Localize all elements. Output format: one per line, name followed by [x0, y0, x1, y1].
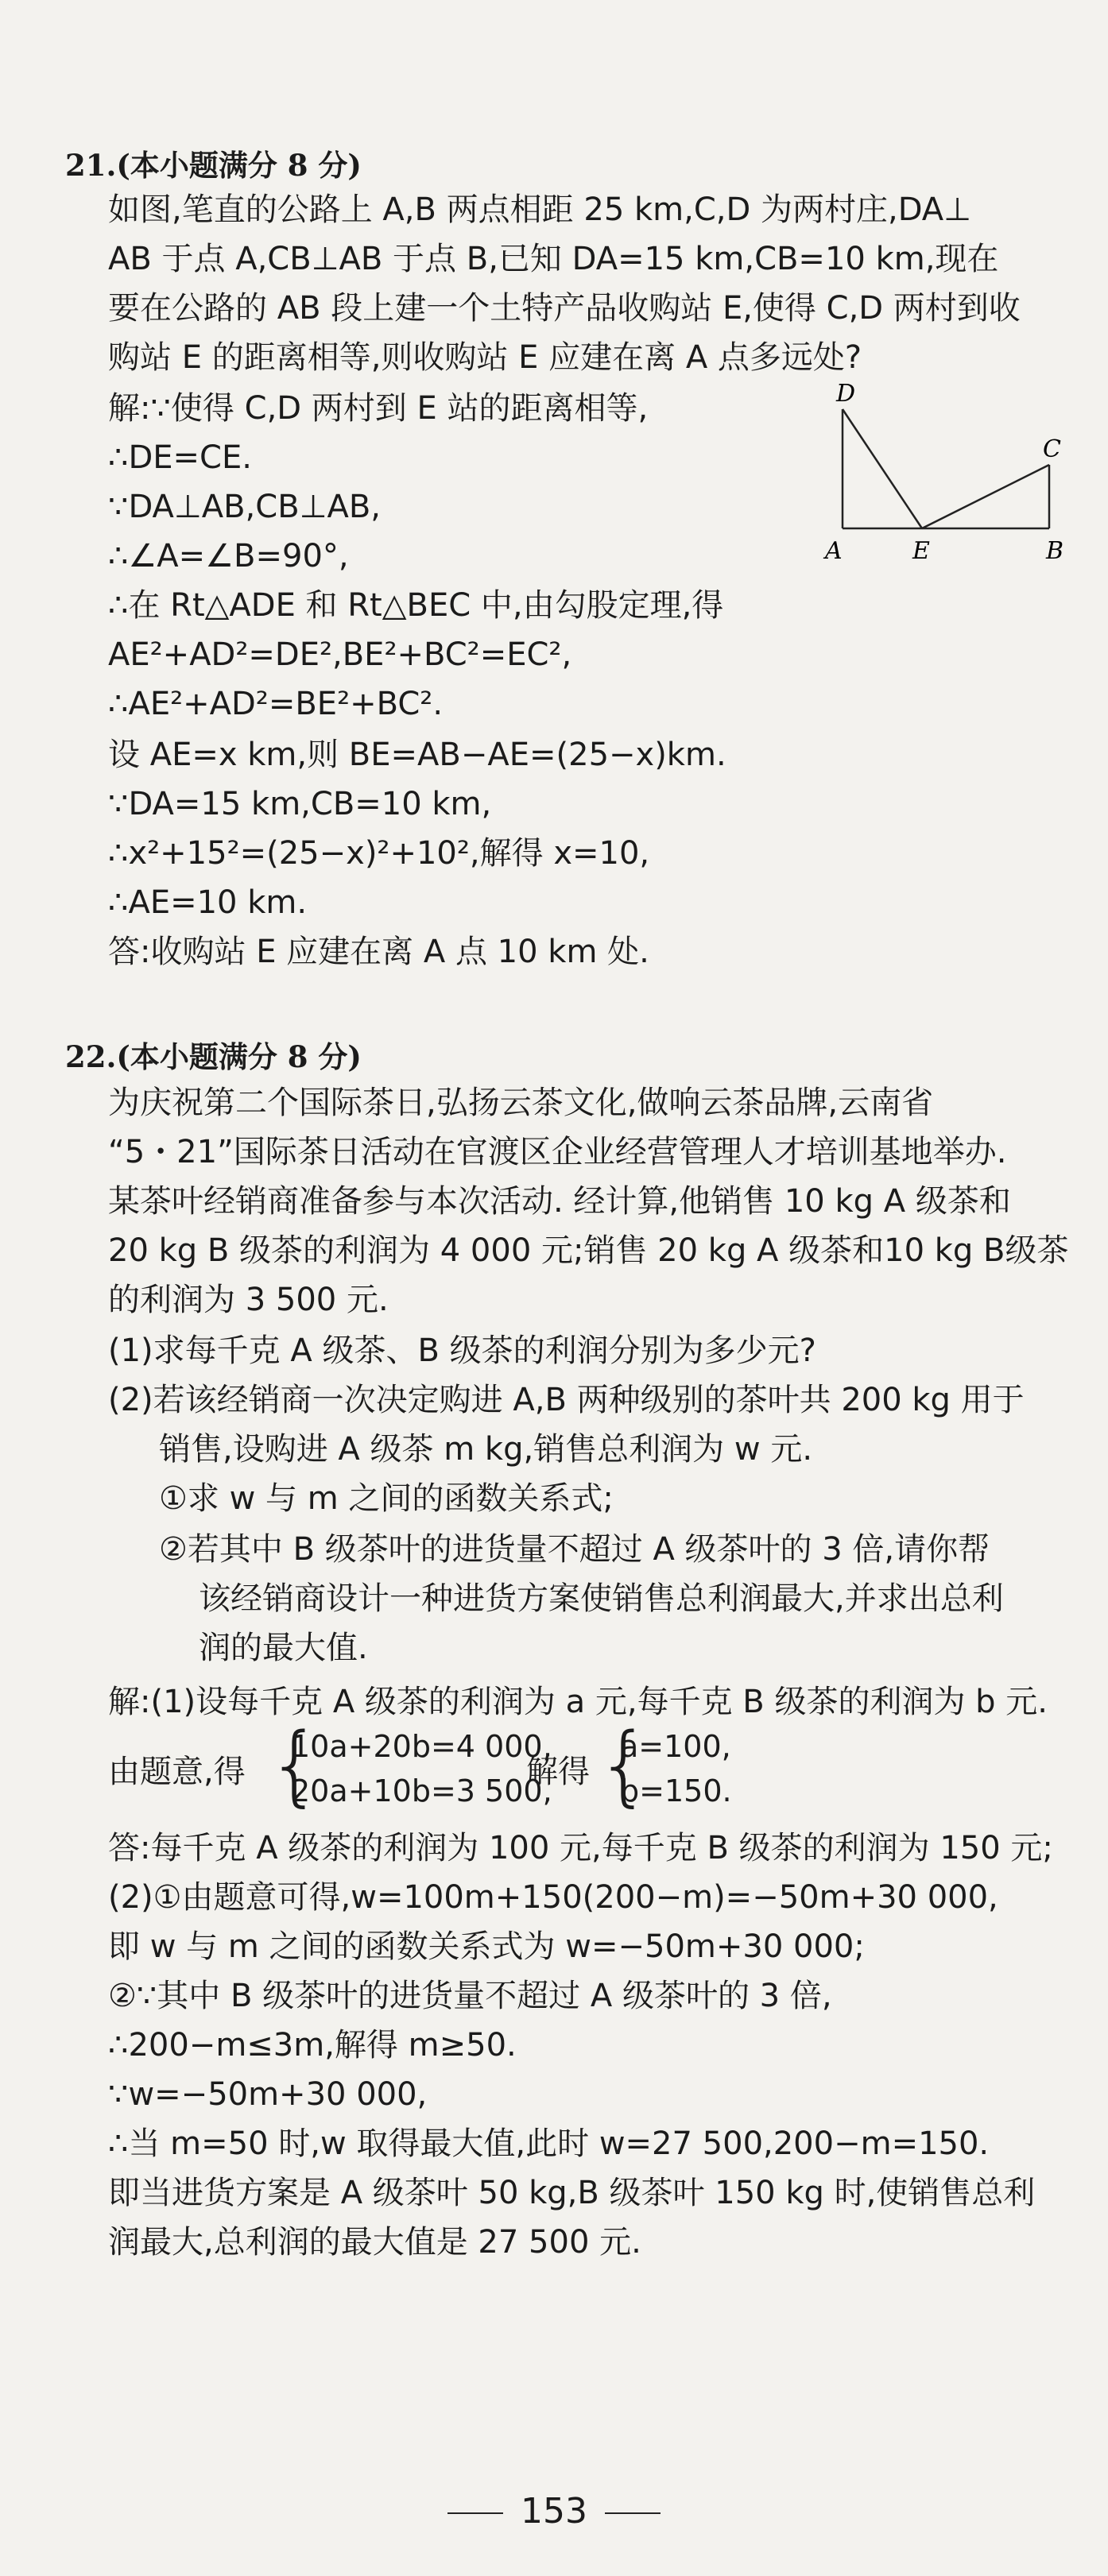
- q21-geometry-figure: [811, 377, 1073, 568]
- q22-part2: (2)若该经销商一次决定购进 A,B 两种级别的茶叶共 200 kg 用于: [108, 1382, 1025, 1418]
- q21-text-line: 要在公路的 AB 段上建一个土特产品收购站 E,使得 C,D 两村到收: [108, 290, 1021, 327]
- q22-solution-line: ②∵其中 B 级茶叶的进货量不超过 A 级茶叶的 3 倍,: [108, 1978, 832, 2014]
- q22-solution-line: 润最大,总利润的最大值是 27 500 元.: [108, 2224, 641, 2261]
- q22-part2-sub2-cont: 该经销商设计一种进货方案使销售总利润最大,并求出总利: [199, 1580, 1004, 1617]
- q22-solution-line: ∴当 m=50 时,w 取得最大值,此时 w=27 500,200−m=150.: [108, 2125, 990, 2162]
- q22-solution-line: ∴200−m≤3m,解得 m≥50.: [108, 2027, 517, 2064]
- brace-icon: {: [596, 1714, 652, 1816]
- q21-solution-line: ∴在 Rt△ADE 和 Rt△BEC 中,由勾股定理,得: [108, 587, 724, 624]
- dash-right: [605, 2512, 661, 2514]
- q21-solution-line: AE²+AD²=DE²,BE²+BC²=EC²,: [108, 636, 572, 673]
- q21-heading: 21.(本小题满分 8 分): [65, 148, 362, 183]
- label-C: C: [1043, 435, 1061, 463]
- brace-icon: {: [267, 1714, 323, 1816]
- solution-system: [596, 1714, 771, 1818]
- dash-left: [447, 2512, 503, 2514]
- solution-row: b=150.: [620, 1773, 732, 1808]
- segment-EC: [922, 465, 1049, 528]
- page-number: [0, 2491, 1108, 2532]
- q22-heading: 22.(本小题满分 8 分): [65, 1039, 362, 1074]
- q22-text-line: 的利润为 3 500 元.: [108, 1282, 389, 1318]
- q22-part1: (1)求每千克 A 级茶、B 级茶的利润分别为多少元?: [108, 1332, 816, 1369]
- q22-solution-line: 解:(1)设每千克 A 级茶的利润为 a 元,每千克 B 级茶的利润为 b 元.: [108, 1684, 1048, 1720]
- q21-solution-line: 设 AE=x km,则 BE=AB−AE=(25−x)km.: [108, 737, 726, 773]
- label-D: D: [836, 380, 856, 408]
- q22-solution-line: 即 w 与 m 之间的函数关系式为 w=−50m+30 000;: [108, 1928, 865, 1965]
- q21-solution-line: ∴DE=CE.: [108, 439, 252, 476]
- q21-solution-line: ∴AE²+AD²=BE²+BC².: [108, 686, 444, 722]
- q22-part2-sub2: ②若其中 B 级茶叶的进货量不超过 A 级茶叶的 3 倍,请你帮: [159, 1531, 990, 1568]
- solution-row: a=100,: [620, 1729, 731, 1764]
- q22-text-line: 为庆祝第二个国际茶日,弘扬云茶文化,做响云茶品牌,云南省: [108, 1085, 934, 1121]
- equation-row: 20a+10b=3 500,: [291, 1773, 552, 1808]
- label-E: E: [912, 537, 930, 565]
- q21-solution-line: ∴x²+15²=(25−x)²+10²,解得 x=10,: [108, 835, 650, 872]
- q22-part2-sub2-cont: 润的最大值.: [199, 1630, 368, 1666]
- q21-text-line: 购站 E 的距离相等,则收购站 E 应建在离 A 点多远处?: [108, 339, 862, 376]
- q21-text-line: AB 于点 A,CB⊥AB 于点 B,已知 DA=15 km,CB=10 km,现在: [108, 241, 999, 277]
- q22-text-line: 20 kg B 级茶的利润为 4 000 元;销售 20 kg A 级茶和10 kg B级茶: [108, 1232, 1069, 1269]
- label-B: B: [1046, 537, 1064, 565]
- q22-part2-sub1: ①求 w 与 m 之间的函数关系式;: [159, 1480, 614, 1517]
- equation-row: 10a+20b=4 000,: [291, 1729, 552, 1764]
- q22-text-line: 某茶叶经销商准备参与本次活动. 经计算,他销售 10 kg A 级茶和: [108, 1183, 1011, 1220]
- q22-solve-label: 解得: [526, 1754, 590, 1790]
- label-A: A: [825, 537, 843, 565]
- q21-solution-line: ∴AE=10 km.: [108, 884, 308, 921]
- q22-solution-line: 答:每千克 A 级茶的利润为 100 元,每千克 B 级茶的利润为 150 元;: [108, 1830, 1053, 1866]
- q22-part2-cont: 销售,设购进 A 级茶 m kg,销售总利润为 w 元.: [159, 1431, 813, 1468]
- q21-answer-line: 答:收购站 E 应建在离 A 点 10 km 处.: [108, 934, 649, 970]
- q21-solution-line: ∴∠A=∠B=90°,: [108, 538, 349, 574]
- q22-solution-line: ∵w=−50m+30 000,: [108, 2076, 428, 2113]
- page-number-text: 153: [521, 2491, 587, 2532]
- q21-solution-line: 解:∵使得 C,D 两村到 E 站的距离相等,: [108, 390, 649, 427]
- q21-text-line: 如图,笔直的公路上 A,B 两点相距 25 km,C,D 为两村庄,DA⊥: [108, 191, 972, 228]
- equation-system: [267, 1714, 552, 1818]
- q21-solution-line: ∵DA⊥AB,CB⊥AB,: [108, 489, 382, 525]
- q22-solution-line: 即当进货方案是 A 级茶叶 50 kg,B 级茶叶 150 kg 时,使销售总利: [108, 2175, 1036, 2211]
- q21-solution-line: ∵DA=15 km,CB=10 km,: [108, 786, 492, 822]
- q22-text-line: “5・21”国际茶日活动在官渡区企业经营管理人才培训基地举办.: [108, 1134, 1007, 1170]
- q22-solution-line: (2)①由题意可得,w=100m+150(200−m)=−50m+30 000,: [108, 1879, 998, 1916]
- q22-given-label: 由题意,得: [108, 1754, 246, 1790]
- segment-DE: [843, 409, 922, 528]
